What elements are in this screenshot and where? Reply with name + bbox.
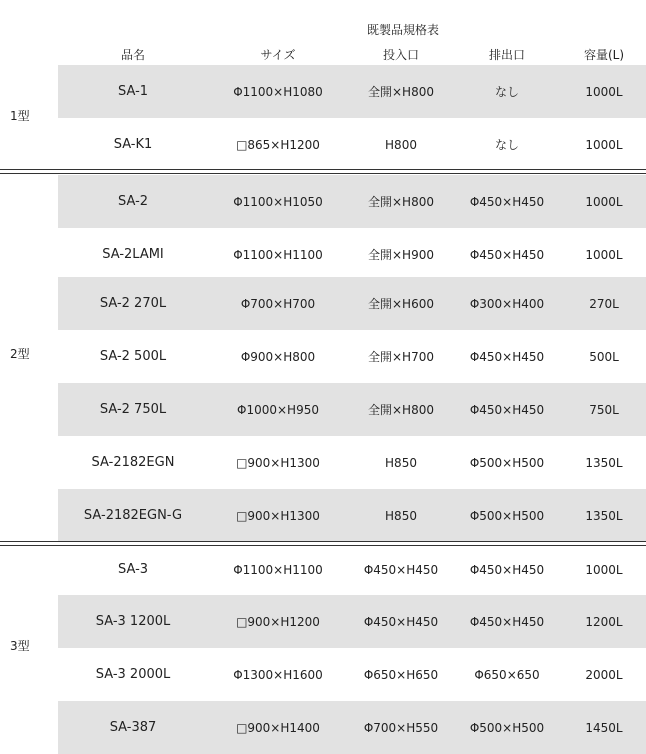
table-row (58, 489, 646, 542)
cell-size: Φ1100×H1100 (233, 247, 323, 262)
group-label-3: 3型 (10, 639, 30, 653)
cell-size: Φ1100×H1080 (233, 84, 323, 99)
group-divider (0, 169, 646, 174)
cell-capacity: 1000L (585, 562, 623, 577)
cell-size: □900×H1400 (236, 720, 320, 735)
cell-outlet: Φ450×H450 (469, 349, 545, 364)
cell-name: SA-387 (109, 720, 157, 735)
table-row (58, 277, 646, 330)
cell-name: SA-2 270L (99, 296, 167, 311)
cell-capacity: 750L (589, 402, 619, 417)
cell-outlet: Φ450×H450 (469, 402, 545, 417)
cell-name: SA-2182EGN-G (83, 508, 183, 523)
cell-capacity: 1000L (585, 84, 623, 99)
cell-outlet: Φ650×650 (474, 667, 540, 682)
header-name: 品名 (120, 47, 145, 62)
cell-inlet: Φ450×H450 (363, 614, 439, 629)
cell-capacity: 1450L (585, 720, 623, 735)
cell-name: SA-1 (117, 84, 149, 99)
group-label-1: 1型 (10, 109, 30, 123)
header-outlet: 排出口 (488, 47, 525, 62)
cell-outlet: Φ450×H450 (469, 247, 545, 262)
cell-inlet: Φ650×H650 (363, 667, 439, 682)
cell-name: SA-2 750L (99, 402, 167, 417)
table-title: 既製品規格表 (366, 23, 439, 37)
cell-capacity: 500L (589, 349, 619, 364)
table-row (58, 175, 646, 228)
cell-capacity: 1000L (585, 137, 623, 152)
cell-outlet: Φ450×H450 (469, 614, 545, 629)
table-row (58, 648, 646, 701)
cell-capacity: 1000L (585, 194, 623, 209)
cell-outlet: なし (494, 85, 519, 99)
cell-size: Φ1300×H1600 (233, 667, 323, 682)
cell-size: Φ1100×H1100 (233, 562, 323, 577)
group-label-2: 2型 (10, 347, 30, 361)
cell-size: Φ1000×H950 (237, 402, 319, 417)
cell-name: SA-2182EGN (91, 455, 175, 470)
cell-name: SA-2LAMI (102, 247, 164, 262)
cell-inlet: H850 (385, 508, 417, 523)
cell-name: SA-2 (117, 194, 149, 209)
cell-inlet: H800 (385, 137, 417, 152)
cell-name: SA-3 1200L (95, 614, 171, 629)
cell-capacity: 1200L (585, 614, 623, 629)
cell-size: Φ900×H800 (240, 349, 316, 364)
table-header (0, 44, 646, 64)
cell-size: □900×H1300 (236, 455, 320, 470)
cell-name: SA-2 500L (99, 349, 167, 364)
cell-outlet: Φ300×H400 (469, 296, 545, 311)
table-row (58, 228, 646, 281)
table-row (58, 595, 646, 648)
cell-capacity: 1350L (585, 508, 623, 523)
table-row (58, 118, 646, 171)
cell-outlet: Φ500×H500 (469, 720, 545, 735)
cell-name: SA-3 2000L (95, 667, 171, 682)
cell-capacity: 1000L (585, 247, 623, 262)
cell-inlet: 全開×H700 (368, 350, 434, 364)
table-row (58, 383, 646, 436)
cell-size: □900×H1300 (236, 508, 320, 523)
cell-inlet: 全開×H600 (368, 297, 434, 311)
cell-inlet: Φ450×H450 (363, 562, 439, 577)
cell-size: Φ700×H700 (240, 296, 316, 311)
cell-size: Φ1100×H1050 (233, 194, 323, 209)
cell-inlet: Φ700×H550 (363, 720, 439, 735)
cell-outlet: なし (494, 138, 519, 152)
cell-inlet: 全開×H800 (368, 85, 434, 99)
cell-inlet: 全開×H800 (368, 403, 434, 417)
cell-capacity: 1350L (585, 455, 623, 470)
cell-inlet: 全開×H900 (368, 248, 434, 262)
cell-outlet: Φ500×H500 (469, 455, 545, 470)
cell-inlet: 全開×H800 (368, 195, 434, 209)
header-size: サイズ (260, 47, 296, 62)
table-row (58, 436, 646, 489)
cell-name: SA-K1 (113, 137, 153, 152)
cell-outlet: Φ500×H500 (469, 508, 545, 523)
cell-outlet: Φ450×H450 (469, 562, 545, 577)
cell-size: □900×H1200 (236, 614, 320, 629)
table-row (58, 701, 646, 754)
cell-capacity: 2000L (585, 667, 623, 682)
table-row (58, 543, 646, 596)
header-capacity: 容量(L) (583, 47, 625, 62)
cell-inlet: H850 (385, 455, 417, 470)
table-row (58, 65, 646, 118)
table-row (58, 330, 646, 383)
cell-outlet: Φ450×H450 (469, 194, 545, 209)
cell-name: SA-3 (117, 562, 149, 577)
cell-capacity: 270L (589, 296, 619, 311)
header-inlet: 投入口 (382, 47, 419, 62)
cell-size: □865×H1200 (236, 137, 320, 152)
